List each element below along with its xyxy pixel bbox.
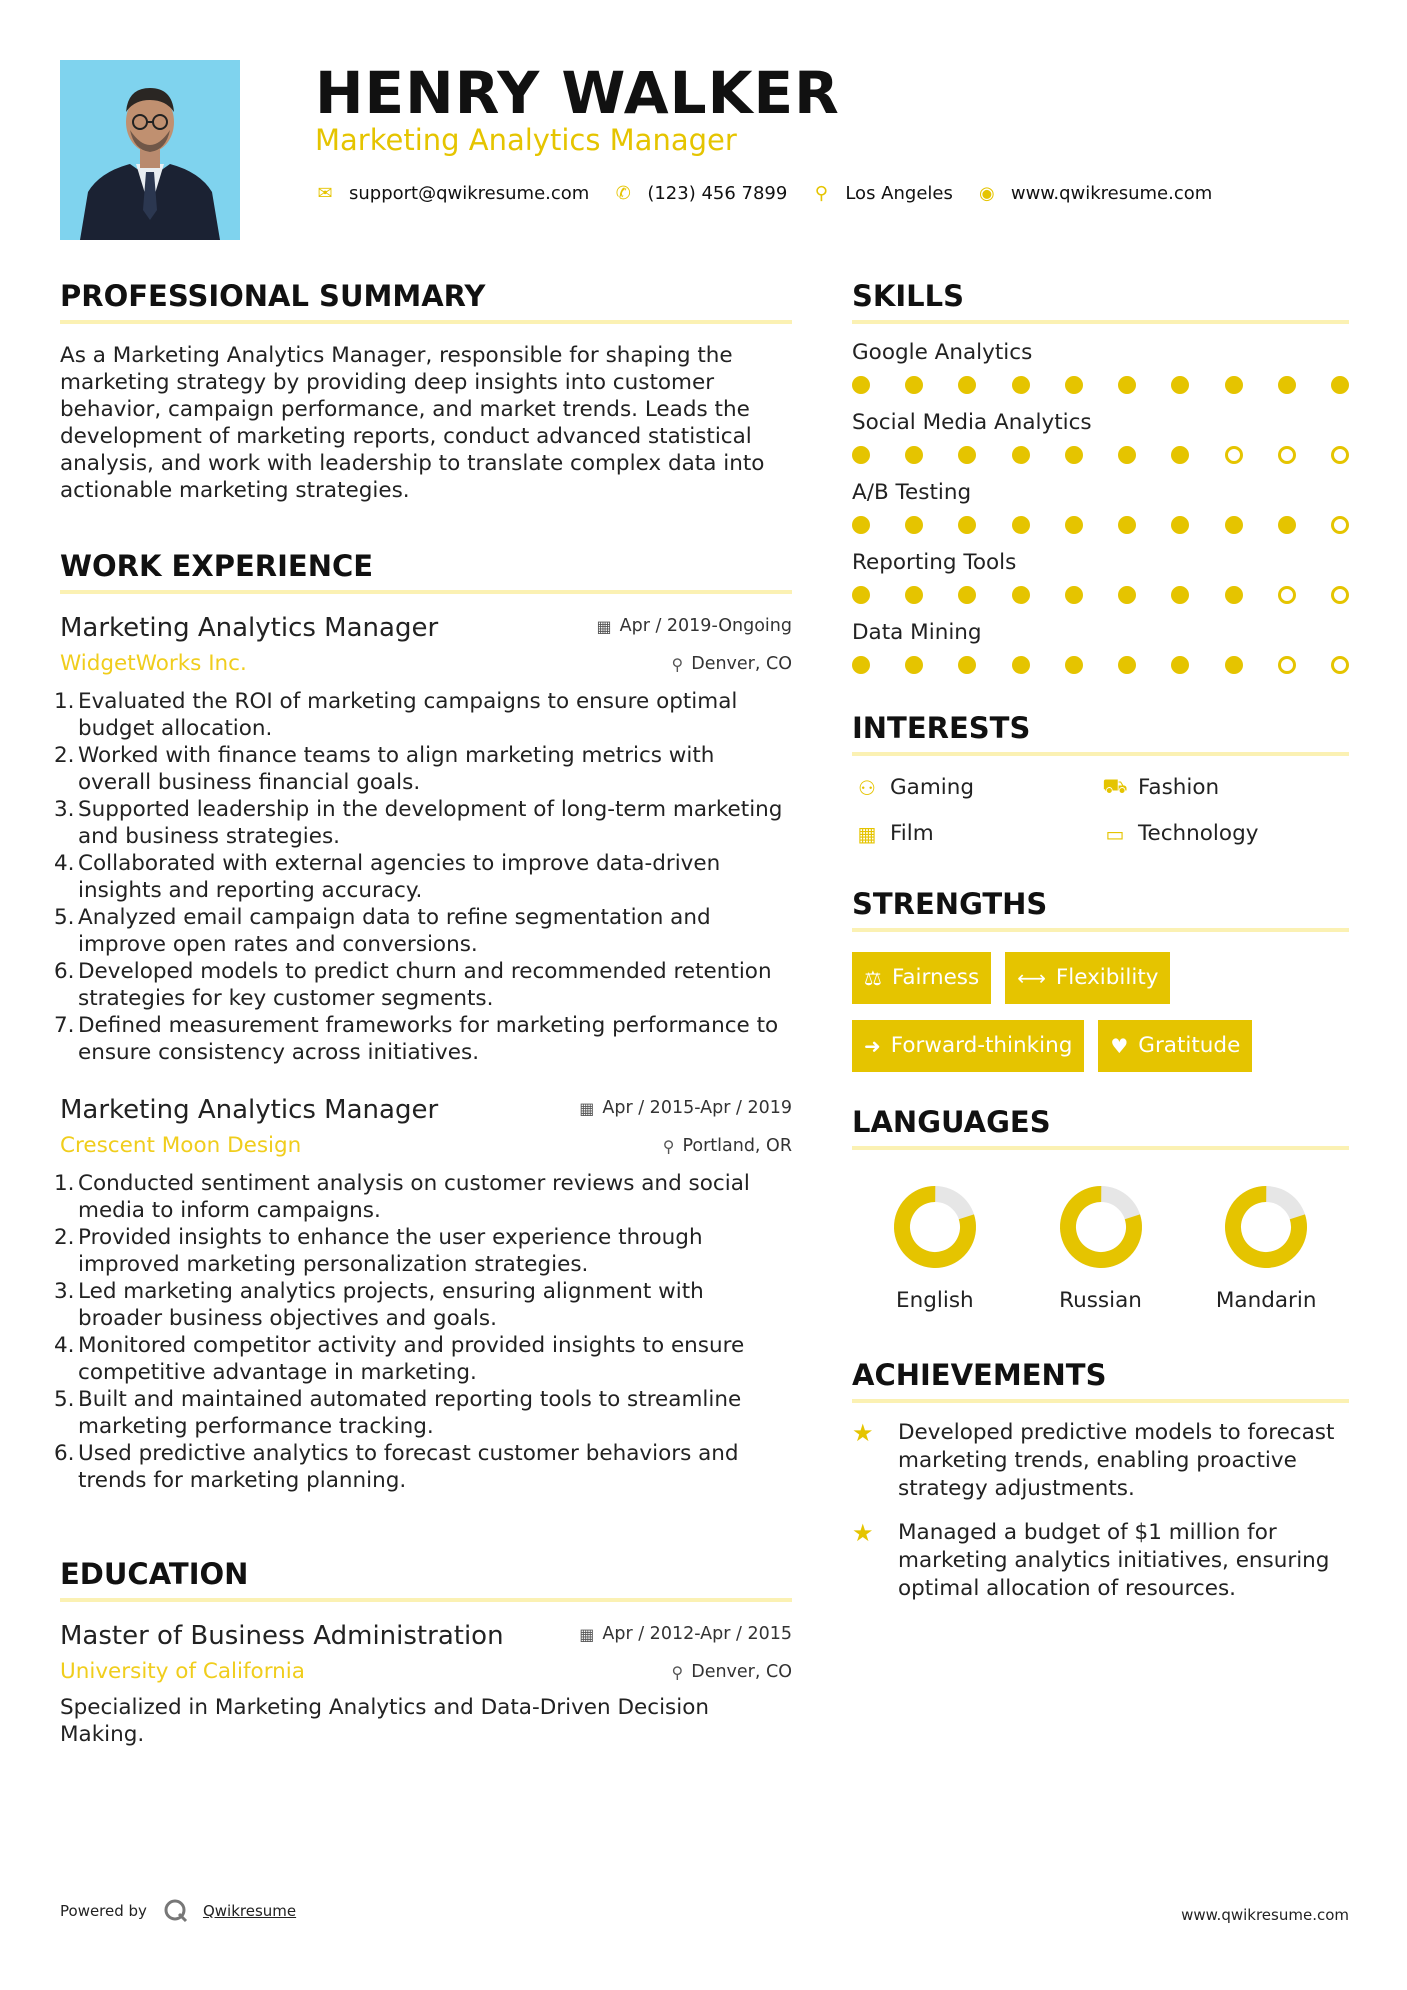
rating-dot-filled xyxy=(1065,586,1083,604)
education-section xyxy=(60,1550,792,1748)
rating-dot-filled xyxy=(905,516,923,534)
language-proficiency-ring xyxy=(890,1182,980,1272)
contact-location-text: Los Angeles xyxy=(845,182,953,204)
section-divider xyxy=(852,1399,1349,1403)
skill-name: Social Media Analytics xyxy=(852,410,1092,435)
languages-heading: LANGUAGES xyxy=(852,1105,1051,1139)
job-bullets xyxy=(54,688,792,1066)
rating-dot-filled xyxy=(852,586,870,604)
summary-section xyxy=(60,272,792,504)
contact-phone-text: (123) 456 7899 xyxy=(647,182,788,204)
list-item: 1. Evaluated the ROI of marketing campaigns to ensure optimal budget allocation. xyxy=(54,689,738,741)
arrow-right-icon: ➜ xyxy=(864,1034,881,1058)
strength-tag xyxy=(852,1020,1084,1072)
contact-phone[interactable] xyxy=(613,183,787,204)
education-location xyxy=(672,1662,793,1682)
qwikresume-logo-icon xyxy=(163,1898,189,1924)
rating-dot-filled xyxy=(1012,446,1030,464)
language-name: Russian xyxy=(1059,1288,1142,1313)
language-item xyxy=(1018,1182,1184,1313)
strength-tag xyxy=(1098,1020,1252,1072)
list-item: 3. Supported leadership in the development of long-term marketing and business strategies. xyxy=(54,797,783,849)
globe-icon: ◉ xyxy=(978,182,995,204)
rating-dot-filled xyxy=(905,586,923,604)
education-heading: EDUCATION xyxy=(60,1557,249,1591)
rating-dot-filled xyxy=(1065,446,1083,464)
interests-heading: INTERESTS xyxy=(852,711,1031,745)
rating-dot-filled xyxy=(1171,376,1189,394)
rating-dot-empty xyxy=(1278,446,1296,464)
section-divider xyxy=(852,928,1349,932)
strengths-heading: STRENGTHS xyxy=(852,887,1048,921)
section-divider xyxy=(60,590,792,594)
language-item xyxy=(1183,1182,1349,1313)
heart-icon: ♥ xyxy=(1110,1034,1129,1058)
rating-dot-filled xyxy=(852,656,870,674)
phone-icon: ✆ xyxy=(615,182,631,204)
job-title: Marketing Analytics Manager xyxy=(60,1095,439,1125)
skill-item xyxy=(852,618,1349,674)
list-item: 3. Led marketing analytics projects, ensuring alignment with broader business objectives and goals. xyxy=(54,1279,704,1331)
rating-dot-filled xyxy=(1065,516,1083,534)
contact-email-text: support@qwikresume.com xyxy=(349,182,590,204)
languages-section xyxy=(852,1098,1349,1313)
rating-dot-filled xyxy=(1065,656,1083,674)
calendar-icon: ▦ xyxy=(579,1098,595,1118)
interest-item xyxy=(1100,821,1348,846)
pin-icon: ⚲ xyxy=(671,1662,684,1682)
skill-name: Reporting Tools xyxy=(852,550,1017,575)
arrows-horizontal-icon: ⟷ xyxy=(1017,966,1046,990)
skills-list xyxy=(852,338,1349,674)
skill-item xyxy=(852,478,1349,534)
rating-dot-filled xyxy=(1171,516,1189,534)
rating-dot-filled xyxy=(1225,516,1243,534)
rating-dot-filled xyxy=(1012,376,1030,394)
rating-dot-filled xyxy=(1171,586,1189,604)
skill-rating xyxy=(852,516,1349,534)
right-column xyxy=(852,272,1349,1603)
list-item: 6. Used predictive analytics to forecast customer behaviors and trends for marketing planning. xyxy=(54,1441,739,1493)
film-icon: ▦ xyxy=(857,821,877,846)
rating-dot-filled xyxy=(1065,376,1083,394)
rating-dot-filled xyxy=(958,516,976,534)
interest-item xyxy=(1100,774,1348,801)
list-item: 6. Developed models to predict churn and recommended retention strategies for key customer segments. xyxy=(54,959,772,1011)
rating-dot-filled xyxy=(852,516,870,534)
interest-label: Technology xyxy=(1138,821,1259,846)
skill-rating xyxy=(852,376,1349,394)
rating-dot-filled xyxy=(852,376,870,394)
interest-item xyxy=(852,821,1100,846)
ring-fill xyxy=(893,1185,976,1268)
skill-item xyxy=(852,338,1349,394)
education-description: Specialized in Marketing Analytics and Data-Driven Decision Making. xyxy=(60,1695,710,1747)
interest-label: Fashion xyxy=(1138,775,1220,800)
job-location-text: Portland, OR xyxy=(682,1136,792,1156)
job-location xyxy=(672,654,793,674)
location-pin-icon: ⚲ xyxy=(814,182,828,204)
rating-dot-filled xyxy=(1331,376,1349,394)
list-item: 7. Defined measurement frameworks for marketing performance to ensure consistency across initiatives. xyxy=(54,1013,779,1065)
education-date-text: Apr / 2012-Apr / 2015 xyxy=(602,1624,792,1644)
laptop-icon: ▭ xyxy=(1105,821,1125,846)
section-divider xyxy=(852,320,1349,324)
calendar-icon: ▦ xyxy=(596,616,612,636)
strength-label: Fairness xyxy=(891,965,980,990)
school-name: University of California xyxy=(60,1659,305,1684)
skills-heading: SKILLS xyxy=(852,279,964,313)
education-location-text: Denver, CO xyxy=(691,1662,792,1682)
language-name: Mandarin xyxy=(1215,1288,1317,1313)
list-item: 4. Collaborated with external agencies to improve data-driven insights and reporting accuracy. xyxy=(54,851,721,903)
pin-icon: ⚲ xyxy=(671,654,684,674)
strength-tag xyxy=(1005,952,1170,1004)
rating-dot-filled xyxy=(1012,516,1030,534)
strength-label: Flexibility xyxy=(1055,965,1159,990)
footer-powered-by xyxy=(60,1898,296,1924)
rating-dot-filled xyxy=(1118,446,1136,464)
achievement-text: Managed a budget of $1 million for marketing analytics initiatives, ensuring optimal allocation of resources. xyxy=(898,1520,1330,1601)
rating-dot-filled xyxy=(1278,516,1296,534)
contact-website-text: www.qwikresume.com xyxy=(1010,182,1213,204)
ring-fill xyxy=(1225,1185,1308,1268)
interest-item xyxy=(852,774,1100,801)
section-divider xyxy=(852,1146,1349,1150)
contact-email[interactable] xyxy=(315,183,589,204)
ring-fill xyxy=(1059,1185,1142,1268)
section-divider xyxy=(852,752,1349,756)
section-divider xyxy=(60,320,792,324)
job-bullets xyxy=(54,1170,792,1494)
rating-dot-filled xyxy=(1171,446,1189,464)
rating-dot-filled xyxy=(1118,376,1136,394)
candidate-name: HENRY WALKER xyxy=(315,59,840,127)
rating-dot-empty xyxy=(1331,446,1349,464)
balance-scale-icon: ⚖ xyxy=(864,966,882,990)
rating-dot-empty xyxy=(1331,656,1349,674)
rating-dot-filled xyxy=(958,376,976,394)
skill-item xyxy=(852,548,1349,604)
shopping-bag-icon: ⛟ xyxy=(1102,774,1128,798)
interests-grid xyxy=(852,774,1349,846)
job-entry xyxy=(54,610,792,1066)
languages-list xyxy=(852,1182,1349,1313)
left-column xyxy=(54,272,792,1748)
section-divider xyxy=(60,1598,792,1602)
company-name: WidgetWorks Inc. xyxy=(60,651,247,676)
rating-dot-filled xyxy=(1118,516,1136,534)
company-name: Crescent Moon Design xyxy=(60,1133,302,1158)
job-title: Marketing Analytics Manager xyxy=(60,613,439,643)
candidate-title: Marketing Analytics Manager xyxy=(315,123,737,157)
pin-icon: ⚲ xyxy=(662,1136,675,1156)
strength-label: Gratitude xyxy=(1138,1033,1241,1058)
rating-dot-filled xyxy=(852,446,870,464)
job-date-text: Apr / 2015-Apr / 2019 xyxy=(602,1098,792,1118)
skills-section xyxy=(852,272,1349,674)
job-date xyxy=(596,616,792,636)
rating-dot-filled xyxy=(1012,656,1030,674)
contact-bar xyxy=(315,178,1236,208)
job-date xyxy=(579,1098,792,1118)
strengths-section xyxy=(852,880,1349,1088)
rating-dot-filled xyxy=(1225,376,1243,394)
rating-dot-filled xyxy=(1118,586,1136,604)
qwikresume-link[interactable]: Qwikresume xyxy=(202,1902,297,1920)
rating-dot-empty xyxy=(1331,516,1349,534)
skill-rating xyxy=(852,446,1349,464)
achievement-text: Developed predictive models to forecast marketing trends, enabling proactive strategy adjustments. xyxy=(898,1420,1335,1501)
rating-dot-filled xyxy=(905,656,923,674)
profile-photo xyxy=(60,60,240,240)
list-item: 5. Built and maintained automated reporting tools to streamline marketing performance tracking. xyxy=(54,1387,742,1439)
experience-section xyxy=(54,542,792,1494)
summary-heading: PROFESSIONAL SUMMARY xyxy=(60,279,486,313)
job-entry xyxy=(54,1092,792,1494)
interests-section xyxy=(852,704,1349,846)
language-proficiency-ring xyxy=(1056,1182,1146,1272)
strengths-tags xyxy=(852,952,1349,1088)
job-date-text: Apr / 2019-Ongoing xyxy=(619,616,792,636)
strength-label: Forward-thinking xyxy=(890,1033,1073,1058)
contact-website[interactable] xyxy=(977,183,1212,204)
list-item: 4. Monitored competitor activity and provided insights to ensure competitive advantage in marketing. xyxy=(54,1333,745,1385)
interest-label: Gaming xyxy=(890,775,975,800)
achievements-heading: ACHIEVEMENTS xyxy=(852,1358,1107,1392)
job-location-text: Denver, CO xyxy=(691,654,792,674)
degree-title: Master of Business Administration xyxy=(60,1621,504,1651)
calendar-icon: ▦ xyxy=(579,1624,595,1644)
skill-rating xyxy=(852,586,1349,604)
rating-dot-filled xyxy=(905,376,923,394)
contact-location xyxy=(811,183,953,204)
rating-dot-filled xyxy=(1171,656,1189,674)
rating-dot-empty xyxy=(1278,656,1296,674)
rating-dot-filled xyxy=(958,446,976,464)
job-location xyxy=(663,1136,792,1156)
rating-dot-empty xyxy=(1278,586,1296,604)
skill-name: Data Mining xyxy=(852,620,982,645)
gamepad-icon: ⚇ xyxy=(858,775,876,800)
rating-dot-filled xyxy=(1225,586,1243,604)
achievement-item xyxy=(852,1419,1349,1503)
rating-dot-filled xyxy=(958,586,976,604)
education-date xyxy=(579,1624,792,1644)
rating-dot-filled xyxy=(1278,376,1296,394)
envelope-icon: ✉ xyxy=(317,182,333,204)
interest-label: Film xyxy=(890,821,934,846)
skill-rating xyxy=(852,656,1349,674)
list-item: 1. Conducted sentiment analysis on customer reviews and social media to inform campaigns. xyxy=(54,1171,750,1223)
language-proficiency-ring xyxy=(1221,1182,1311,1272)
language-name: English xyxy=(896,1288,974,1313)
rating-dot-filled xyxy=(958,656,976,674)
list-item: 2. Provided insights to enhance the user experience through improved marketing personalization strategies. xyxy=(54,1225,703,1277)
rating-dot-filled xyxy=(1012,586,1030,604)
skill-item xyxy=(852,408,1349,464)
language-item xyxy=(852,1182,1018,1313)
rating-dot-empty xyxy=(1225,446,1243,464)
powered-by-label: Powered by xyxy=(60,1902,147,1920)
skill-name: Google Analytics xyxy=(852,340,1033,365)
rating-dot-empty xyxy=(1331,586,1349,604)
rating-dot-filled xyxy=(1225,656,1243,674)
list-item: 5. Analyzed email campaign data to refine segmentation and improve open rates and conversions. xyxy=(54,905,711,957)
skill-name: A/B Testing xyxy=(852,480,972,505)
rating-dot-filled xyxy=(1118,656,1136,674)
rating-dot-filled xyxy=(905,446,923,464)
list-item: 2. Worked with finance teams to align marketing metrics with overall business financial goals. xyxy=(54,743,715,795)
achievements-section xyxy=(852,1351,1349,1603)
summary-text: As a Marketing Analytics Manager, responsible for shaping the marketing strategy by providing deep insights into customer behavior, campaign performance, and market trends. Leads the development of marketing reports, conduct advanced statistical analysis, and work with leadership to translate complex data into actionable marketing strategies. xyxy=(60,343,765,503)
strength-tag xyxy=(852,952,991,1004)
footer-website[interactable]: www.qwikresume.com xyxy=(1181,1906,1349,1924)
star-icon: ★ xyxy=(852,1519,874,1547)
experience-heading: WORK EXPERIENCE xyxy=(60,549,374,583)
star-icon: ★ xyxy=(852,1419,874,1447)
education-entry xyxy=(60,1618,792,1748)
achievement-item xyxy=(852,1519,1349,1603)
